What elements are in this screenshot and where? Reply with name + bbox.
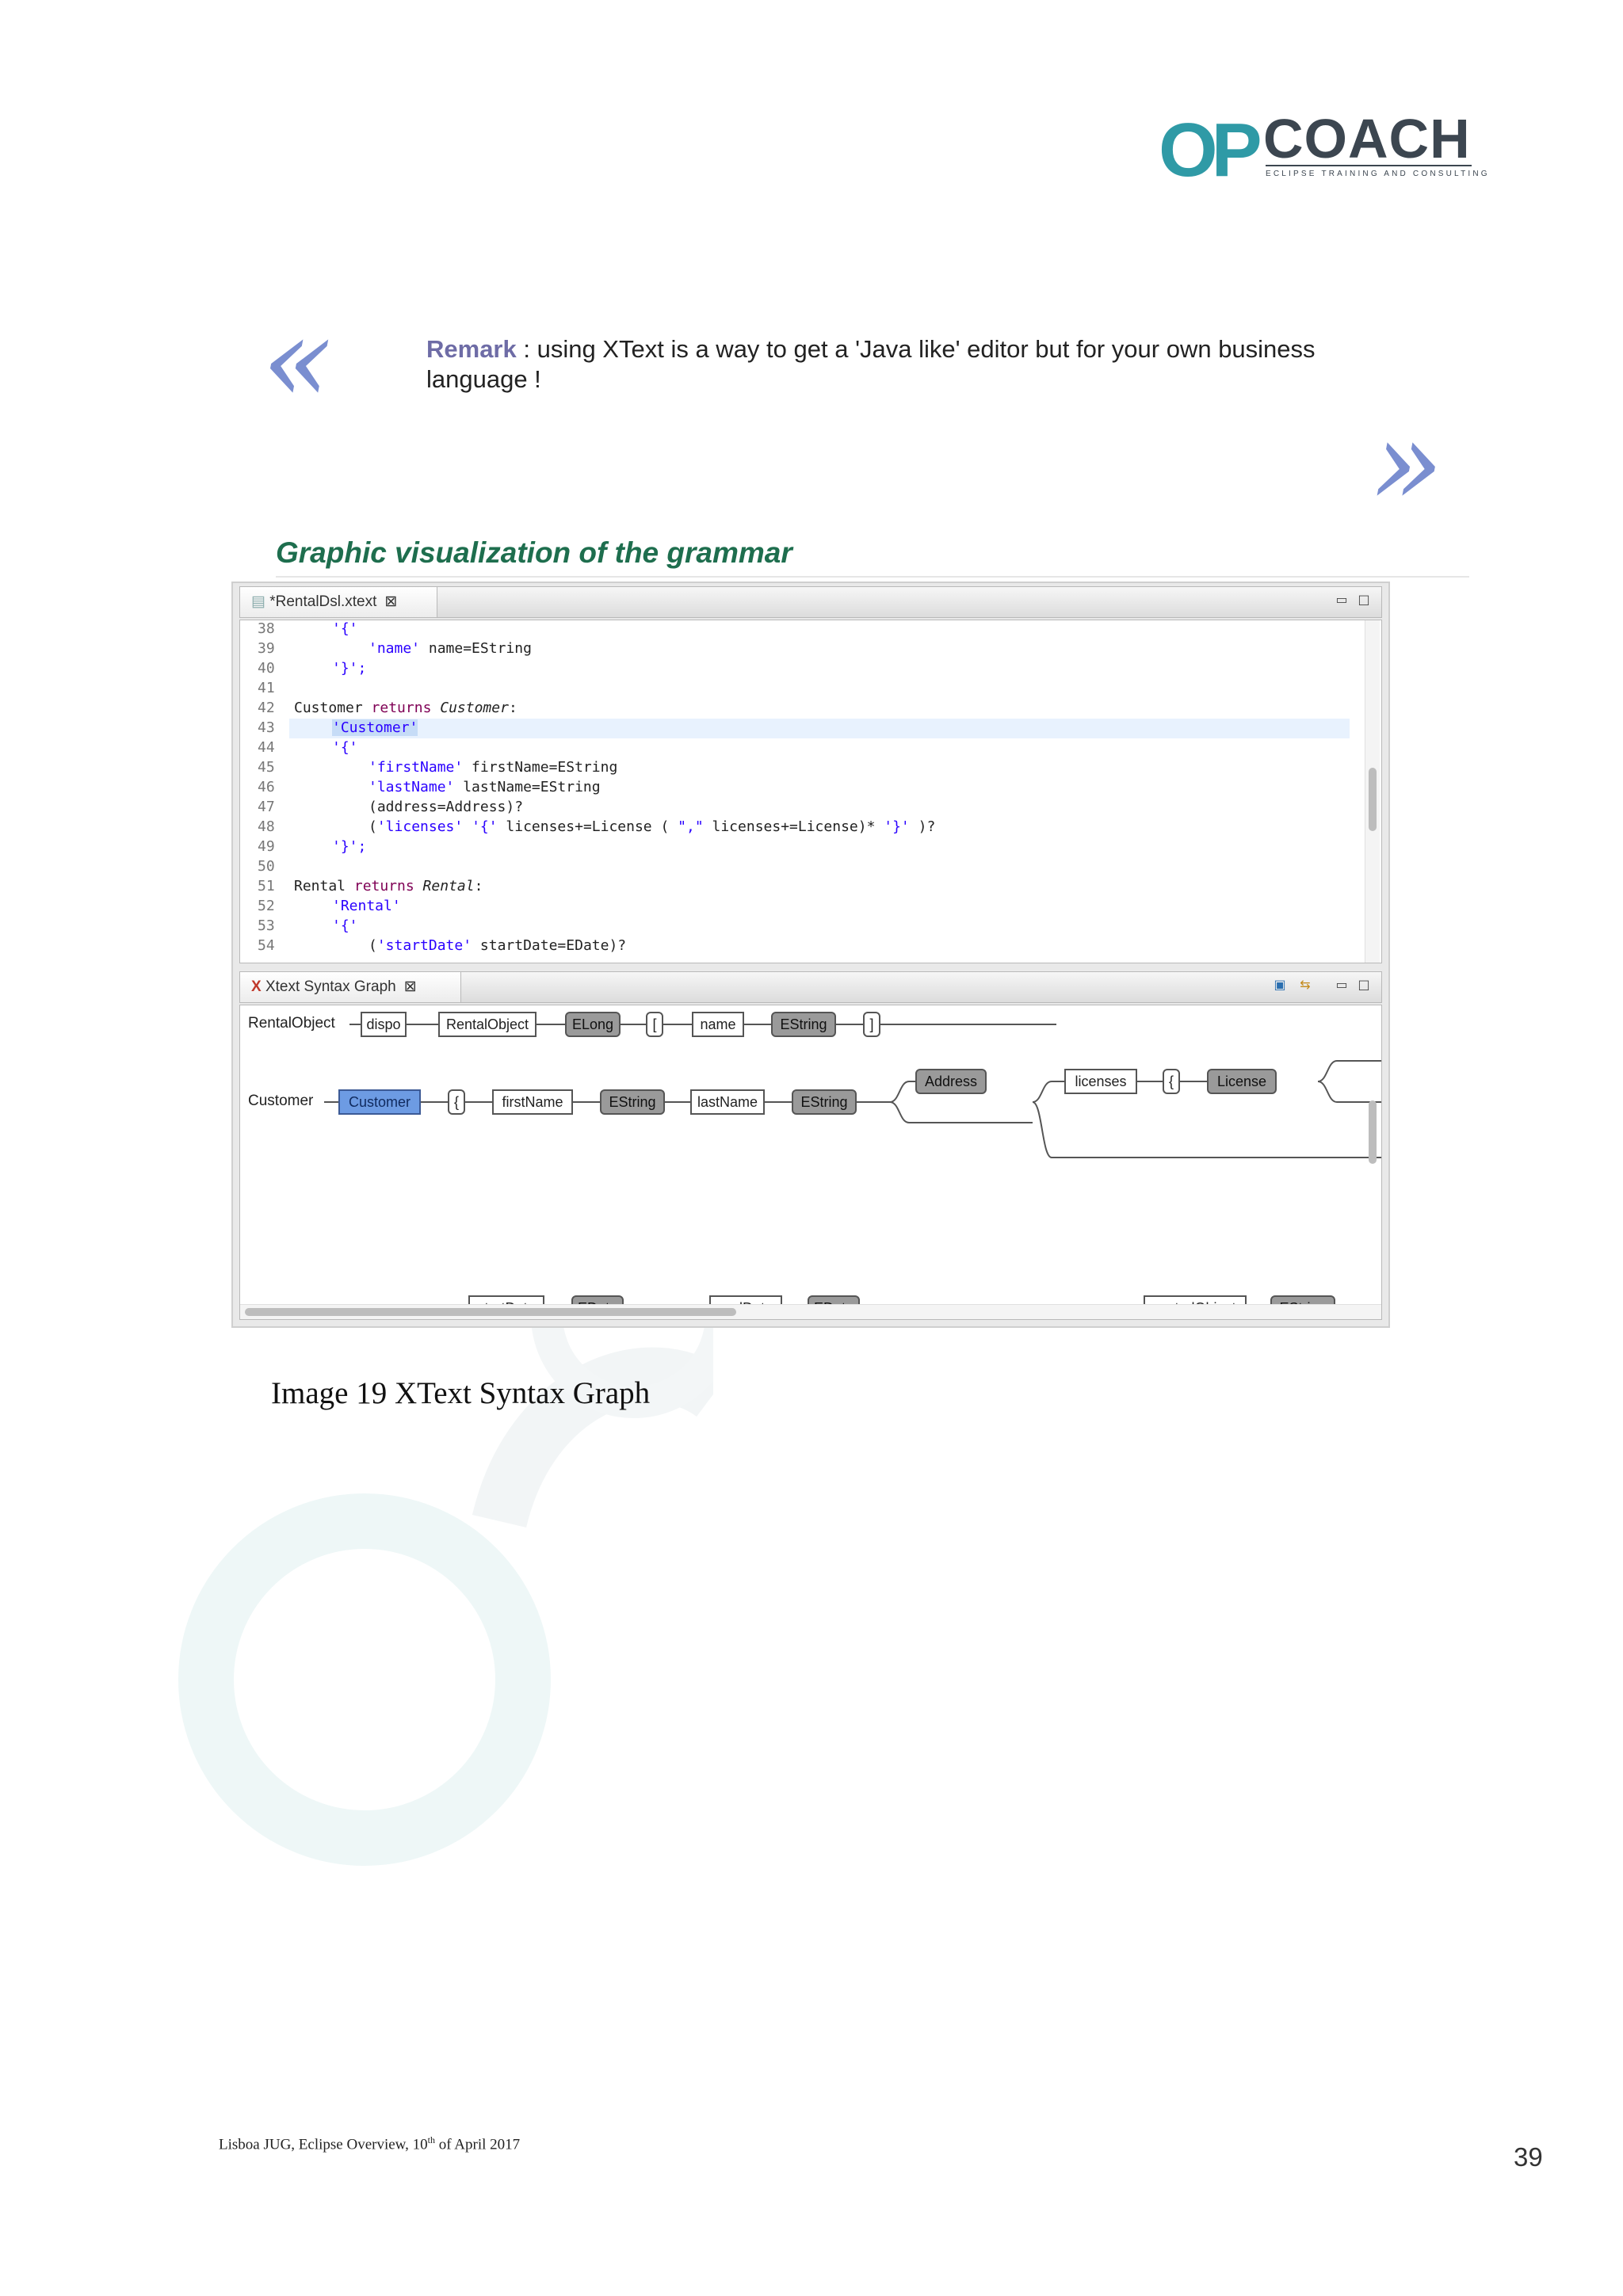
graph-node[interactable]: firstName — [492, 1089, 573, 1115]
graph-connectors — [240, 1005, 1382, 1319]
line-number: 51 — [258, 878, 275, 894]
link-editor-icon[interactable]: ⇆ — [1300, 977, 1311, 992]
heading-divider — [276, 576, 1469, 578]
code-line: 'Customer' — [332, 719, 418, 736]
page-number: 39 — [1514, 2142, 1543, 2172]
graph-node[interactable]: Customer — [338, 1089, 421, 1115]
graph-node[interactable]: Address — [915, 1069, 987, 1094]
graph-horizontal-scrollbar[interactable] — [240, 1304, 1381, 1319]
graph-node[interactable]: [ — [646, 1012, 663, 1037]
graph-node[interactable]: name — [692, 1012, 744, 1037]
line-number: 48 — [258, 818, 275, 835]
line-number: 40 — [258, 660, 275, 677]
graph-vertical-scrollbar-thumb[interactable] — [1369, 1100, 1377, 1164]
editor-scrollbar-thumb[interactable] — [1369, 768, 1377, 831]
graph-node[interactable]: { — [1163, 1069, 1180, 1094]
minimize-icon[interactable]: ▭ — [1335, 977, 1348, 992]
graph-tabbar — [239, 971, 1382, 1003]
graph-node[interactable]: RentalObject — [438, 1012, 537, 1037]
code-line: 'firstName' firstName=EString — [369, 759, 618, 776]
logo-op: OP — [1159, 108, 1256, 193]
editor-tab[interactable] — [240, 587, 437, 617]
code-line: (address=Address)? — [369, 799, 524, 815]
line-number: 39 — [258, 640, 275, 657]
graph-node[interactable]: EString — [792, 1089, 857, 1115]
close-quote-icon: » — [1371, 395, 1444, 532]
remark-paragraph — [426, 334, 1409, 395]
minimize-icon[interactable]: ▭ — [1335, 592, 1348, 607]
section-heading: Graphic visualization of the grammar — [276, 536, 792, 569]
figure-caption: Image 19 XText Syntax Graph — [271, 1376, 651, 1410]
graph-node[interactable]: ] — [863, 1012, 880, 1037]
line-number: 42 — [258, 700, 275, 716]
logo-tagline: ECLIPSE TRAINING AND CONSULTING — [1266, 165, 1472, 178]
code-line: 'name' name=EString — [369, 640, 532, 657]
code-line: '{' — [332, 739, 358, 756]
graph-node[interactable]: { — [448, 1089, 465, 1115]
graph-node[interactable]: licenses — [1064, 1069, 1137, 1094]
logo-coach: COACH — [1263, 108, 1471, 170]
code-line: '}'; — [332, 660, 367, 677]
syntax-graph[interactable] — [239, 1005, 1382, 1320]
graph-node[interactable]: License — [1207, 1069, 1277, 1094]
maximize-icon[interactable]: □ — [1358, 977, 1370, 992]
line-number: 52 — [258, 898, 275, 914]
remark-body: : using XText is a way to get a 'Java like' editor but for your own business language ! — [426, 335, 1316, 393]
ide-screenshot — [231, 582, 1390, 1328]
file-icon: ▤ — [251, 593, 270, 610]
code-line: ('startDate' startDate=EDate)? — [369, 937, 627, 954]
rule-name: Customer — [248, 1093, 314, 1109]
code-line: ('licenses' '{' licenses+=License ( "," licenses+=License)* '}' )? — [369, 818, 936, 835]
graph-horizontal-scrollbar-thumb[interactable] — [245, 1308, 736, 1316]
line-number: 53 — [258, 917, 275, 934]
graph-node[interactable]: ELong — [565, 1012, 621, 1037]
code-line: '{' — [332, 917, 358, 934]
line-number: 50 — [258, 858, 275, 875]
code-line: Customer returns Customer: — [294, 700, 517, 716]
code-line: 'lastName' lastName=EString — [369, 779, 601, 795]
graph-node[interactable]: lastName — [690, 1089, 765, 1115]
open-quote-icon: « — [262, 292, 334, 429]
save-icon[interactable]: ▣ — [1274, 977, 1286, 992]
code-line: Rental returns Rental: — [294, 878, 483, 894]
line-number: 47 — [258, 799, 275, 815]
graph-node[interactable]: dispo — [361, 1012, 407, 1037]
editor-tab-label: *RentalDsl.xtext — [269, 593, 377, 610]
current-line-highlight — [289, 719, 1350, 738]
graph-node[interactable]: EString — [771, 1012, 836, 1037]
code-editor[interactable] — [239, 620, 1382, 963]
remark-label: Remark — [426, 335, 517, 363]
close-icon[interactable]: ⊠ — [403, 978, 417, 995]
graph-node[interactable]: EString — [600, 1089, 665, 1115]
line-number-gutter — [240, 620, 288, 963]
line-number: 44 — [258, 739, 275, 756]
xtext-icon: X — [251, 978, 265, 995]
line-number: 46 — [258, 779, 275, 795]
close-icon[interactable]: ⊠ — [384, 593, 398, 610]
line-number: 54 — [258, 937, 275, 954]
footer-text: Lisboa JUG, Eclipse Overview, 10th of April 2017 — [219, 2134, 521, 2153]
line-number: 45 — [258, 759, 275, 776]
rule-name: RentalObject — [248, 1015, 335, 1032]
graph-tab[interactable] — [240, 972, 461, 1002]
graph-tab-label: Xtext Syntax Graph — [265, 978, 396, 995]
opcoach-logo — [1159, 108, 1490, 193]
line-number: 41 — [258, 680, 275, 696]
code-line: '{' — [332, 620, 358, 637]
editor-tabbar — [239, 586, 1382, 618]
code-line: '}'; — [332, 838, 367, 855]
maximize-icon[interactable]: □ — [1358, 592, 1370, 607]
line-number: 38 — [258, 620, 275, 637]
line-number: 49 — [258, 838, 275, 855]
code-line: 'Rental' — [332, 898, 401, 914]
line-number: 43 — [258, 719, 275, 736]
